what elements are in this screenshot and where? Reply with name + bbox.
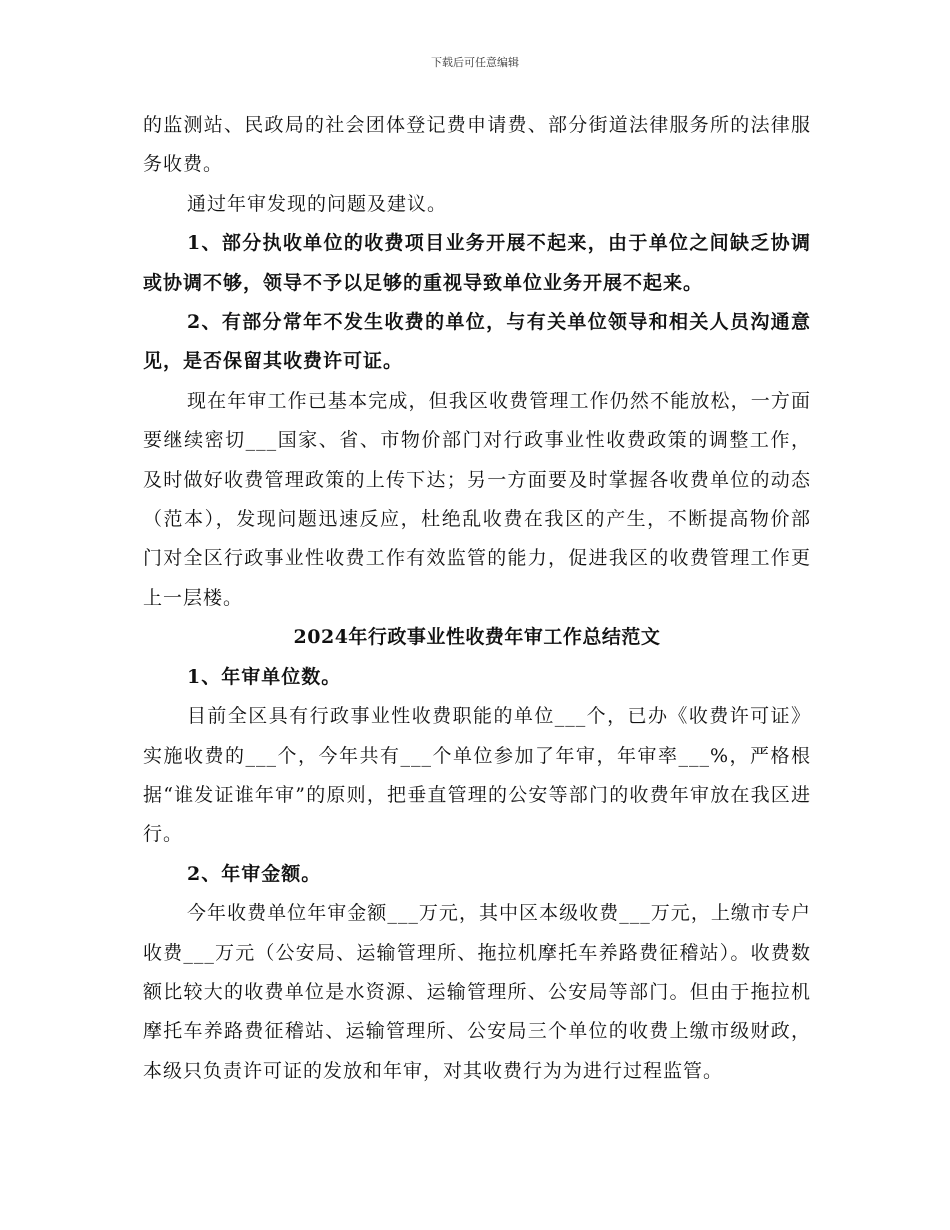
bold-paragraph: 1、部分执收单位的收费项目业务开展不起来，由于单位之间缺乏协调或协调不够，领导不予以足够的重视导致单位业务开展不起来。	[143, 232, 811, 294]
paragraph: 通过年审发现的问题及建议。	[187, 192, 448, 215]
section-title: 2024年行政事业性收费年审工作总结范文	[293, 626, 661, 649]
paragraph: 今年收费单位年审金额___万元，其中区本级收费___万元，上缴市专户收费___万元（公安局、运输管理所、拖拉机摩托车养路费征稽站）。收费数额比较大的收费单位是水资源、运输管理所、公安局等部门。但由于拖拉机摩托车养路费征稽站、运输管理所、公安局三个单位的收费上缴市级财政，本级只负责许可证的发放和年审，对其收费行为为进行过程监管。	[143, 902, 811, 1082]
document-body	[143, 106, 811, 1091]
paragraph: 的监测站、民政局的社会团体登记费申请费、部分街道法律服务所的法律服务收费。	[143, 114, 811, 176]
paragraph: 现在年审工作已基本完成，但我区收费管理工作仍然不能放松，一方面要继续密切___国家、省、市物价部门对行政事业性收费政策的调整工作，及时做好收费管理政策的上传下达；另一方面要及时掌握各收费单位的动态（范本），发现问题迅速反应，杜绝乱收费在我区的产生，不断提高物价部门对全区行政事业性收费工作有效监管的能力，促进我区的收费管理工作更上一层楼。	[143, 389, 811, 609]
bold-paragraph: 2、有部分常年不发生收费的单位，与有关单位领导和相关人员沟通意见，是否保留其收费许可证。	[143, 311, 811, 373]
subheading: 2、年审金额。	[187, 862, 322, 885]
page-header-note: 下载后可任意编辑	[431, 56, 519, 69]
paragraph: 目前全区具有行政事业性收费职能的单位___个，已办《收费许可证》实施收费的___个，今年共有___个单位参加了年审，年审率___%，严格根据“谁发证谁年审”的原则，把垂直管理的公安等部门的收费年审放在我区进行。	[143, 705, 811, 846]
subheading: 1、年审单位数。	[187, 665, 342, 688]
